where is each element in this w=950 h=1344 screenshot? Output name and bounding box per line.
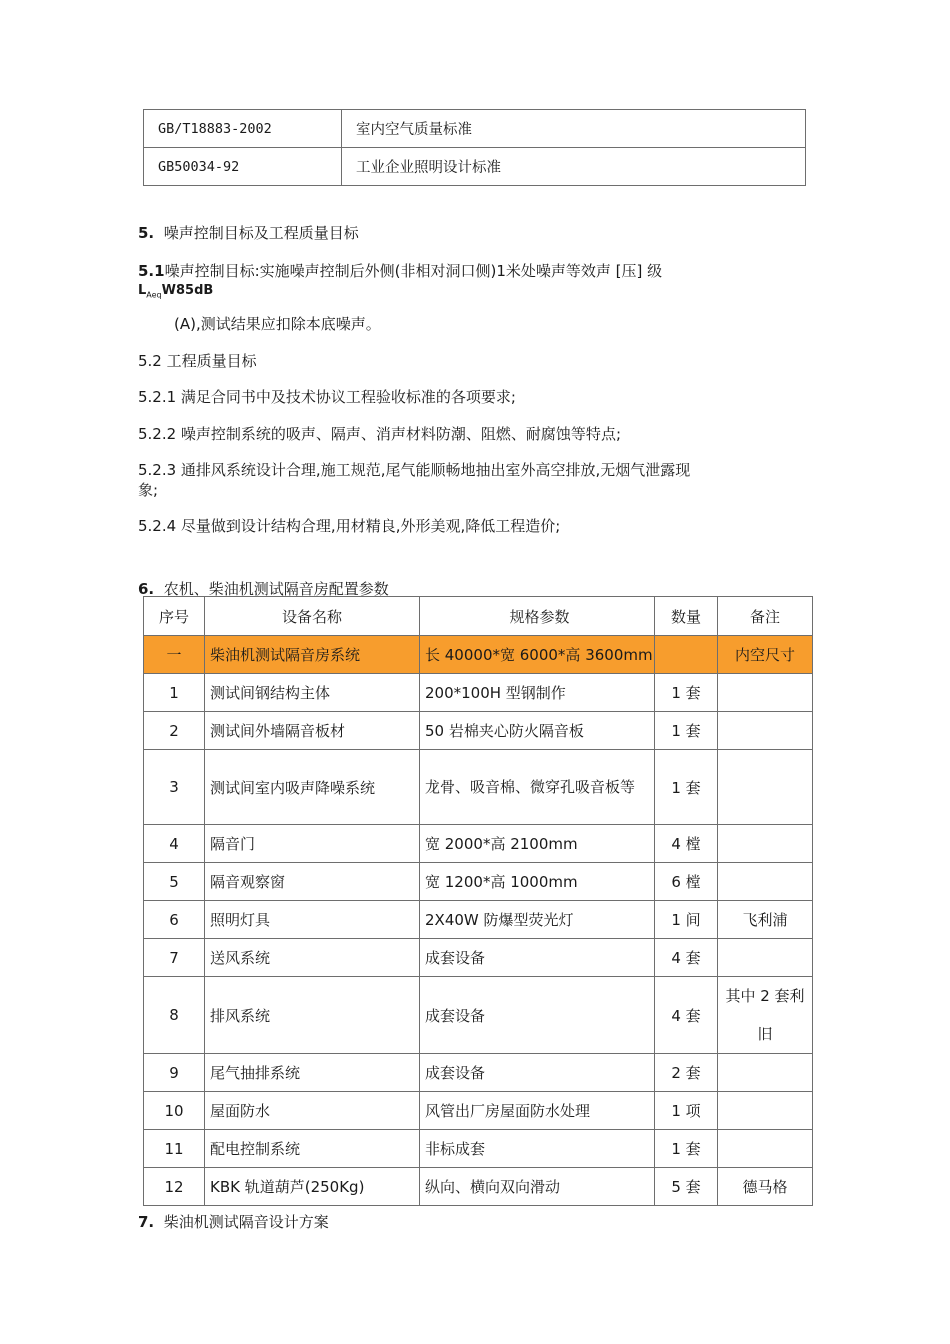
paragraph-text: 噪声控制目标:实施噪声控制后外侧(非相对洞口侧)1米处噪声等效声 [压] 级 [164, 262, 663, 280]
section-5-1-paragraph [138, 260, 662, 281]
cell-name: KBK 轨道葫芦(250Kg) [205, 1168, 420, 1206]
cell-spec: 2X40W 防爆型荧光灯 [420, 901, 655, 939]
cell-note [718, 939, 813, 977]
metric-value: W85dB [161, 283, 214, 298]
cell-name: 照明灯具 [205, 901, 420, 939]
metric-symbol: L [138, 283, 147, 298]
table-row [144, 977, 813, 1054]
section-title: 农机、柴油机测试隔音房配置参数 [163, 580, 389, 598]
cell-qty: 4 樘 [655, 825, 718, 863]
cell-note [718, 712, 813, 750]
table-row [144, 863, 813, 901]
cell-no: 4 [144, 825, 205, 863]
list-item: 5.2.1 满足合同书中及技术协议工程验收标准的各项要求; [138, 388, 516, 406]
table-row [144, 750, 813, 825]
cell-no: 一 [144, 636, 205, 674]
cell-qty [655, 636, 718, 674]
list-item-continuation: 象; [138, 481, 159, 499]
metric-subscript: Aeq [146, 290, 162, 300]
cell-no: 8 [144, 977, 205, 1054]
cell-spec: 纵向、横向双向滑动 [420, 1168, 655, 1206]
cell-spec: 成套设备 [420, 1054, 655, 1092]
table-row [144, 674, 813, 712]
cell-spec: 成套设备 [420, 939, 655, 977]
cell-no: 10 [144, 1092, 205, 1130]
list-item: 5.2.2 噪声控制系统的吸声、隔声、消声材料防潮、阻燃、耐腐蚀等特点; [138, 425, 621, 443]
cell-no: 6 [144, 901, 205, 939]
noise-metric [138, 283, 213, 300]
cell-note [718, 1054, 813, 1092]
cell-qty: 4 套 [655, 939, 718, 977]
cell-note: 其中 2 套利旧 [718, 977, 813, 1054]
cell-name: 配电控制系统 [205, 1130, 420, 1168]
table-row [144, 1092, 813, 1130]
cell-qty: 1 套 [655, 750, 718, 825]
section-7-heading [138, 1211, 329, 1232]
table-row [144, 110, 806, 148]
cell-no: 5 [144, 863, 205, 901]
cell-qty: 1 套 [655, 674, 718, 712]
list-item: 5.2.3 通排风系统设计合理,施工规范,尾气能顺畅地抽出室外高空排放,无烟气泄露现 [138, 461, 691, 479]
table-row [144, 1130, 813, 1168]
cell-note [718, 1092, 813, 1130]
standard-code: GB50034-92 [144, 148, 342, 186]
cell-name: 隔音门 [205, 825, 420, 863]
config-table [143, 596, 813, 1206]
cell-no: 3 [144, 750, 205, 825]
standard-name: 室内空气质量标准 [342, 110, 806, 148]
cell-note [718, 863, 813, 901]
cell-name: 屋面防水 [205, 1092, 420, 1130]
cell-no: 2 [144, 712, 205, 750]
cell-name: 测试间钢结构主体 [205, 674, 420, 712]
cell-spec: 宽 1200*高 1000mm [420, 863, 655, 901]
cell-note: 飞利浦 [718, 901, 813, 939]
cell-note [718, 1130, 813, 1168]
table-row [144, 939, 813, 977]
table-row [144, 1168, 813, 1206]
section-number: 6. [138, 580, 155, 598]
cell-note [718, 674, 813, 712]
table-row [144, 1054, 813, 1092]
cell-qty: 1 套 [655, 712, 718, 750]
cell-name: 尾气抽排系统 [205, 1054, 420, 1092]
standard-code: GB/T18883-2002 [144, 110, 342, 148]
cell-spec: 风管出厂房屋面防水处理 [420, 1092, 655, 1130]
paragraph-continuation: (A),测试结果应扣除本底噪声。 [174, 315, 381, 333]
column-header-spec: 规格参数 [420, 597, 655, 636]
cell-spec: 非标成套 [420, 1130, 655, 1168]
cell-name: 隔音观察窗 [205, 863, 420, 901]
table-row [144, 712, 813, 750]
cell-name: 排风系统 [205, 977, 420, 1054]
cell-spec: 200*100H 型钢制作 [420, 674, 655, 712]
cell-note: 内空尺寸 [718, 636, 813, 674]
cell-spec: 50 岩棉夹心防火隔音板 [420, 712, 655, 750]
section-number: 5. [138, 224, 155, 242]
section-title: 噪声控制目标及工程质量目标 [163, 224, 359, 242]
table-row [144, 148, 806, 186]
cell-no: 7 [144, 939, 205, 977]
table-header-row [144, 597, 813, 636]
standard-name: 工业企业照明设计标准 [342, 148, 806, 186]
standards-table [143, 109, 806, 186]
cell-no: 1 [144, 674, 205, 712]
table-row-highlight [144, 636, 813, 674]
column-header-name: 设备名称 [205, 597, 420, 636]
cell-qty: 6 樘 [655, 863, 718, 901]
cell-note: 德马格 [718, 1168, 813, 1206]
cell-name: 送风系统 [205, 939, 420, 977]
cell-spec: 宽 2000*高 2100mm [420, 825, 655, 863]
cell-qty: 4 套 [655, 977, 718, 1054]
cell-name: 测试间外墙隔音板材 [205, 712, 420, 750]
cell-spec: 龙骨、吸音棉、微穿孔吸音板等 [420, 750, 655, 825]
column-header-note: 备注 [718, 597, 813, 636]
cell-qty: 2 套 [655, 1054, 718, 1092]
section-title: 柴油机测试隔音设计方案 [163, 1213, 329, 1231]
cell-spec: 长 40000*宽 6000*高 3600mm [420, 636, 655, 674]
column-header-qty: 数量 [655, 597, 718, 636]
section-number: 7. [138, 1213, 155, 1231]
cell-note [718, 825, 813, 863]
column-header-no: 序号 [144, 597, 205, 636]
table-row [144, 825, 813, 863]
cell-qty: 1 套 [655, 1130, 718, 1168]
cell-no: 12 [144, 1168, 205, 1206]
cell-qty: 1 间 [655, 901, 718, 939]
cell-name: 测试间室内吸声降噪系统 [205, 750, 420, 825]
cell-note [718, 750, 813, 825]
table-row [144, 901, 813, 939]
section-5-heading [138, 222, 359, 243]
cell-spec: 成套设备 [420, 977, 655, 1054]
cell-name: 柴油机测试隔音房系统 [205, 636, 420, 674]
cell-no: 11 [144, 1130, 205, 1168]
cell-qty: 1 项 [655, 1092, 718, 1130]
section-5-2-heading: 5.2 工程质量目标 [138, 352, 257, 370]
cell-qty: 5 套 [655, 1168, 718, 1206]
list-item: 5.2.4 尽量做到设计结构合理,用材精良,外形美观,降低工程造价; [138, 517, 561, 535]
cell-no: 9 [144, 1054, 205, 1092]
section-number: 5.1 [138, 262, 165, 280]
